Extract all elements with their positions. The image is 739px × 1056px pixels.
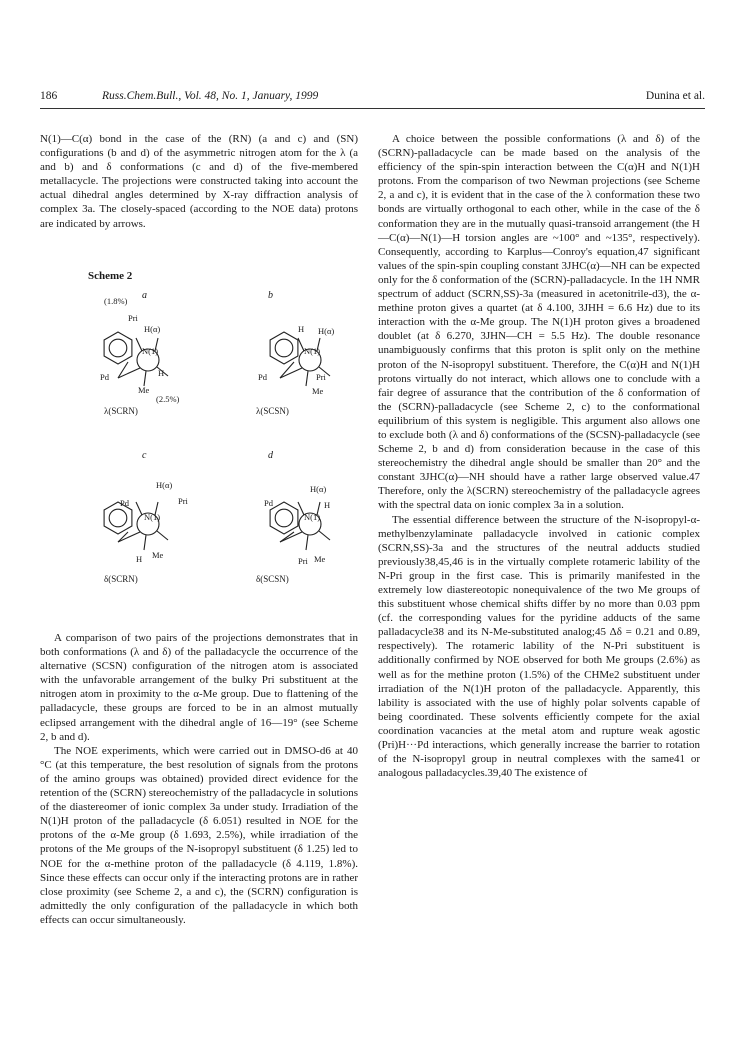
left-column-bottom <box>40 631 358 927</box>
atom-label: H <box>298 324 305 334</box>
atom-label: Pd <box>100 372 109 382</box>
left-column-top <box>40 132 358 231</box>
atom-label: (1.8%) <box>104 296 128 306</box>
atom-label: Me <box>152 550 164 560</box>
panel-caption: δ(SCRN) <box>104 574 138 584</box>
panel-letter: d <box>268 450 273 461</box>
panel-letter: a <box>142 290 147 301</box>
atom-label: H <box>136 554 143 564</box>
scheme-panel-d <box>256 450 330 584</box>
bond-line <box>157 531 168 540</box>
running-authors: Dunina et al. <box>645 90 705 102</box>
atom-label: Me <box>314 554 326 564</box>
scheme-2-diagram <box>88 268 335 608</box>
atom-label: Pri <box>316 372 326 382</box>
right-column <box>378 132 700 780</box>
benzene-ring <box>270 332 298 364</box>
atom-label: Pri <box>298 556 308 566</box>
atom-label: Pd <box>264 498 273 508</box>
panel-caption: λ(SCSN) <box>256 406 289 416</box>
comparison-paragraph: A comparison of two pairs of the projections demonstrates that in both conformations (λ and δ) of the palladacycle the occurrence of the alternative (SCSN) configuration of the nitrogen atom is associated with the unfavorable arrangement of the bulky Pri substituent at the nitrogen atom in proximity to the α-Me group. Due to flattening of the palladacycle, these groups are forced to be in an almost mutually eclipsed arrangement with the dihedral angle of 16—19° (see Scheme 2, b and d). <box>40 632 358 743</box>
atom-label: Me <box>138 385 150 395</box>
panel-letter: c <box>142 450 147 461</box>
atom-label: N(1) <box>304 512 321 522</box>
figure-description-paragraph: N(1)—C(α) bond in the case of the (RN) (a and c) and (SN) configurations (b and d) of the asymmetric nitrogen atom for the λ (a and b) and δ conformations (c and d) of the five-membered metallacycle. The projections were constructed taking into account the actual dihedral angles determined by X-ray diffraction analysis of complex 3a. The closely-spaced (according to the NOE data) protons are indicated by arrows. <box>40 133 358 230</box>
bond-line <box>136 502 142 515</box>
panel-letter: b <box>268 290 273 301</box>
scheme-title: Scheme 2 <box>88 270 133 282</box>
aromatic-circle <box>275 339 293 357</box>
atom-label: H(α) <box>310 484 327 494</box>
bond-line <box>319 531 330 540</box>
page-number: 186 <box>40 90 58 102</box>
atom-label: H(α) <box>318 326 335 336</box>
running-header <box>40 88 705 109</box>
journal-citation: Russ.Chem.Bull., Vol. 48, No. 1, January, 1999 <box>102 90 319 102</box>
bond-line <box>144 371 146 386</box>
benzene-ring <box>104 332 132 364</box>
atom-label: H(α) <box>144 324 161 334</box>
bond-line <box>306 535 308 550</box>
scheme-panel-c <box>104 450 189 584</box>
noe-paragraph: The NOE experiments, which were carried out in DMSO-d6 at 40 °C (at this temperature, the best resolution of signals from the protons of the amino groups was obtained) provided direct evidence for the retention of the (SCRN) stereochemistry of the palladacycle in solutions of the diastereomer of ionic complex 3a under study. Irradiation of the N(1)H proton of the palladacycle (δ 6.051) resulted in NOE for the protons of the α-Me group (δ 1.693, 2.5%), while irradiation of the protons of the Me groups of the N-isopropyl substituent (δ 1.25) led to NOE for the α-methine proton of the palladacycle (δ 4.119, 1.8%). Since these effects can occur only if the interacting protons are in rather close proximity (see Scheme 2, a and c), the (SCRN) configuration is admittedly the only configuration of the palladacycle in which both effects can occur simultaneously. <box>40 744 359 926</box>
atom-label: Pd <box>258 372 267 382</box>
atom-label: N(1) <box>144 512 161 522</box>
atom-label: Pri <box>178 496 188 506</box>
bond-line <box>280 368 302 378</box>
atom-label: H <box>324 500 331 510</box>
bond-line <box>280 362 294 378</box>
atom-label: H <box>158 368 165 378</box>
atom-label: H(α) <box>156 480 173 490</box>
panel-caption: δ(SCSN) <box>256 574 289 584</box>
scheme-panel-a <box>100 290 180 416</box>
atom-label: N(1) <box>142 346 159 356</box>
bond-line <box>118 532 140 542</box>
conformation-paragraph: A choice between the possible conformations (λ and δ) of the (SCRN)-palladacycle can be made based on the analysis of the efficiency of the spin-spin interaction between the C(α)H and N(1)H protons. From the comparison of two Newman projections (see Scheme 2, a and c), it is evident that in the case of the λ conformation these two bonds are virtually orthogonal to each other, while in the case of the δ conformation they are in the mutually quasi-transoid arrangement (the H—C(α)—N(1)—H torsion angles are ~100° and ~135°, respectively). Consequently, according to Karplus—Conroy's equation,47 significant values of the spin-spin coupling constant 3JHC(α)—NH can be expected only for the δ conformation of the (SCRN)-palladacycle. In the 1H NMR spectrum of adduct (SCRN,SS)-3a (measured in acetonitrile-d3), the α-methine proton gives a quartet (at δ 4.100, 3JHH = 6.6 Hz) due to its interaction with the α-Me group. The N(1)H proton gives a broadened doublet (at δ 6.270, 3JHN—CH = 5.5 Hz). The double resonance unambiguously confirms that this proton is split only on the methine proton of the N-isopropyl substituent. Therefore, the C(α)H and N(1)H protons virtually do not interact, which allows one to conclude with a fair degree of assurance that the contribution of the δ conformation of the (SCRN)-palladacycle (see Scheme 2, c) to the conformational equilibrium of this system is negligible. This argument also allows one to exclude both (λ and δ) conformations of the (SCSN)-palladacycle (see Scheme 2, b and d) from consideration because in the case of this stereochemistry the dihedral angle should be smaller than 20° and the constant 3JHC(α)—NH should have a rather large observed value.47 Therefore, only the λ(SCRN) stereochemistry of the palladacycle agrees with the spectral data on ionic complex 3a in a solution. <box>378 133 700 512</box>
atom-label: (2.5%) <box>156 394 180 404</box>
scheme-panel-b <box>256 290 334 416</box>
lability-paragraph: The essential difference between the structure of the N-isopropyl-α-methylbenzylaminate palladacycle involved in cationic complex (SCRN,SS)-3a and the structures of the neutral adducts studied previously38,45,46 is in the virtually complete rotameric lability of the N-Pri group in the first case. This is primarily manifested in the extremely low diastereotopic nonequivalence of the two Me groups of this substituent whose chemical shifts differ by no more than 0.03 ppm (cf. the corresponding values for the pyridine adducts of the same palladacycle38 and its N-Me-substituted analog;45 Δδ = 0.21 and 0.89, respectively). The rotameric lability of the N-Pri substituent is additionally confirmed by NOE observed for both Me groups (2.6%) as well as for the methine proton (1.5%) of the CHMe2 substituent under irradiation of the N(1)H proton of the palladacycle. Apparently, this lability is associated with the use of highly polar solvents capable of being coordinated. These solvents efficiently compete for the axial coordination vacancies at the metal atom and rupture weak agostic (Pri)H···Pd interactions, which generally increase the barrier to rotation of the N-isopropyl group in neutral complexes with the same41 or analogous palladacycles.39,40 The existence of <box>378 513 700 780</box>
aromatic-circle <box>109 339 127 357</box>
bond-line <box>306 371 308 386</box>
panel-caption: λ(SCRN) <box>104 406 138 416</box>
benzene-ring <box>270 502 298 534</box>
atom-label: Pd <box>120 498 129 508</box>
aromatic-circle <box>275 509 293 527</box>
aromatic-circle <box>109 509 127 527</box>
atom-label: Pri <box>128 313 138 323</box>
atom-label: N(1) <box>304 346 321 356</box>
atom-label: Me <box>312 386 324 396</box>
bond-line <box>144 535 146 550</box>
